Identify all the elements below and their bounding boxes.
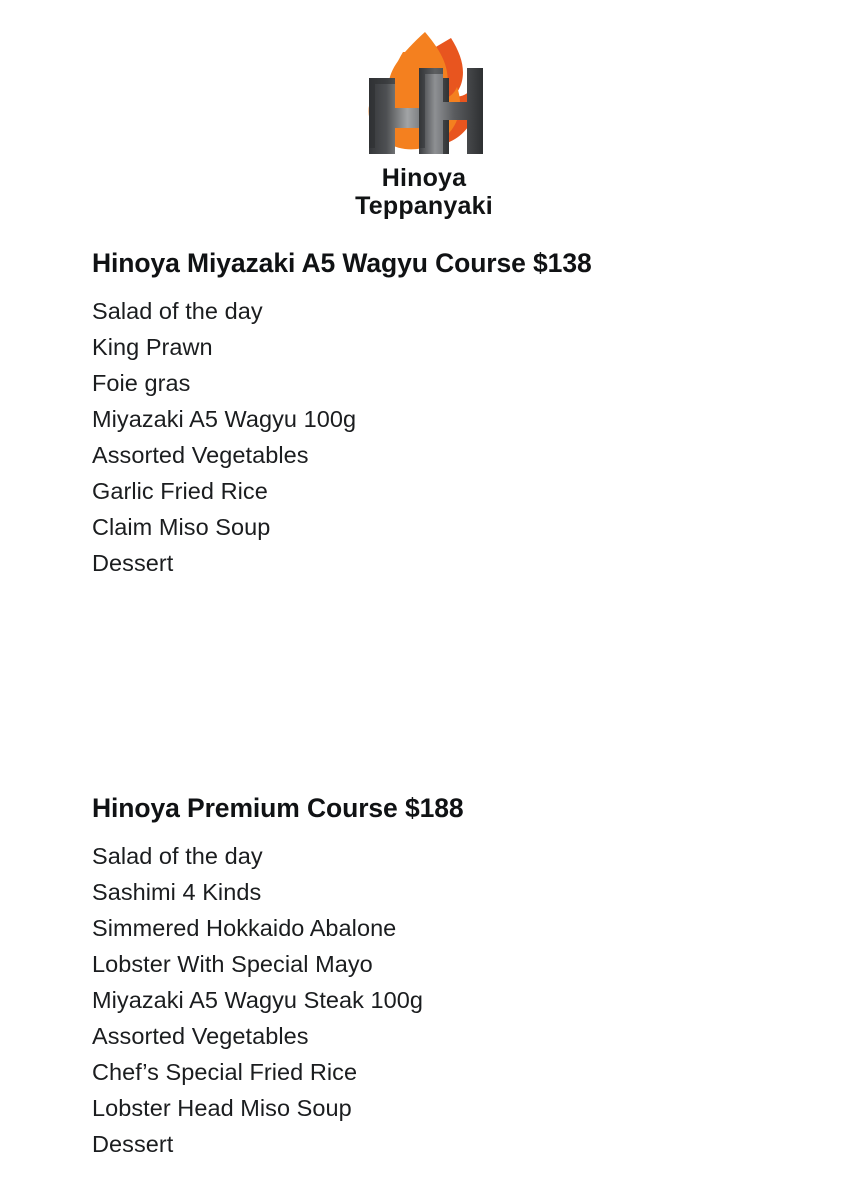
course-title: Hinoya Miyazaki A5 Wagyu Course $138 — [92, 248, 592, 278]
course-section-premium — [92, 793, 848, 1162]
menu-content — [0, 248, 848, 1162]
logo-wordmark — [355, 164, 493, 220]
list-item: Salad of the day — [92, 298, 263, 324]
list-item: Assorted Vegetables — [92, 442, 309, 468]
list-item: Dessert — [92, 550, 174, 576]
course-item-list — [92, 293, 848, 581]
list-item: Dessert — [92, 1131, 174, 1157]
list-item: Salad of the day — [92, 843, 263, 869]
course-item-list — [92, 838, 848, 1162]
spacer — [0, 220, 848, 248]
list-item: Foie gras — [92, 370, 191, 396]
list-item: Garlic Fried Rice — [92, 478, 268, 504]
list-item: Assorted Vegetables — [92, 1023, 309, 1049]
hinoya-flame-h-logo-icon — [359, 30, 489, 162]
list-item: Miyazaki A5 Wagyu 100g — [92, 406, 357, 432]
list-item: Claim Miso Soup — [92, 514, 271, 540]
course-title: Hinoya Premium Course $188 — [92, 793, 464, 823]
list-item: King Prawn — [92, 334, 213, 360]
logo-wordmark-line-2: Teppanyaki — [355, 192, 493, 220]
list-item: Simmered Hokkaido Abalone — [92, 915, 397, 941]
list-item: Miyazaki A5 Wagyu Steak 100g — [92, 987, 424, 1013]
course-section-wagyu — [92, 248, 848, 581]
list-item: Lobster Head Miso Soup — [92, 1095, 352, 1121]
restaurant-logo — [0, 0, 848, 220]
list-item: Chef’s Special Fried Rice — [92, 1059, 358, 1085]
list-item: Lobster With Special Mayo — [92, 951, 373, 977]
logo-wordmark-line-1: Hinoya — [381, 164, 467, 192]
list-item: Sashimi 4 Kinds — [92, 879, 262, 905]
